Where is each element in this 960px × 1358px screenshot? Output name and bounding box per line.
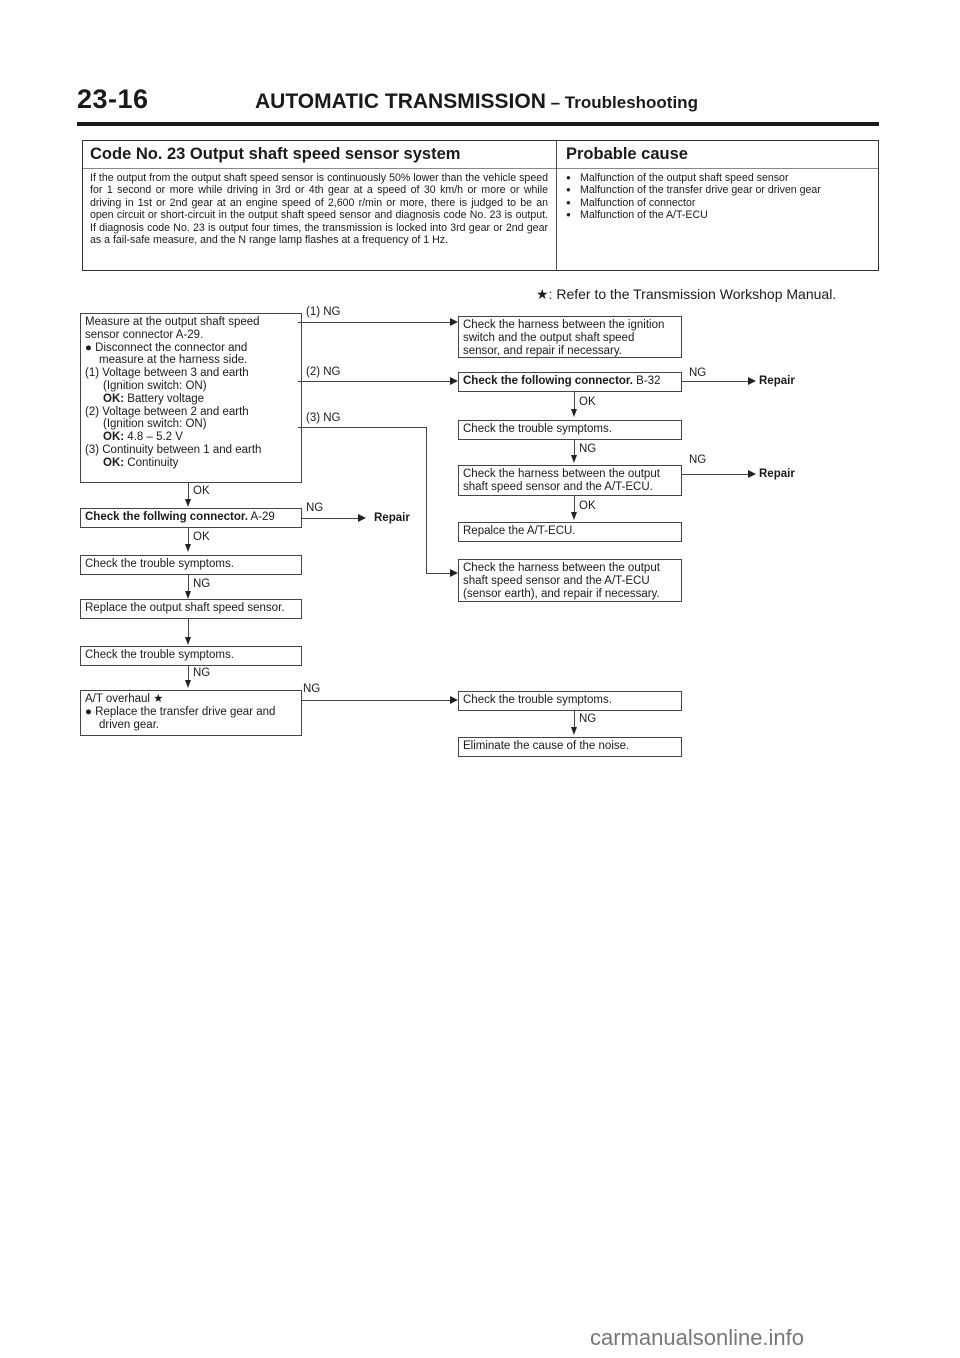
measure-line: (1) Voltage between 3 and earth (85, 367, 249, 380)
box-text: Replace the output shaft speed sensor. (85, 602, 285, 614)
box-line: sensor, and repair if necessary. (463, 344, 622, 357)
measure-line: (2) Voltage between 2 and earth (85, 405, 249, 418)
box-line: ● Replace the transfer drive gear and (85, 705, 276, 718)
arrow-down-icon (571, 727, 577, 735)
cause-item: ● Malfunction of the output shaft speed sensor (566, 172, 821, 184)
box-text: Check the trouble symptoms. (85, 649, 234, 661)
connector-line (302, 700, 450, 701)
ok-value: Battery voltage (127, 392, 205, 405)
ok-label: OK: (103, 431, 125, 444)
ok-label: OK: (103, 456, 125, 469)
measure-ok-line (85, 431, 297, 444)
ng-label: (1) NG (306, 306, 341, 318)
box-text: Check the trouble symptoms. (463, 694, 612, 706)
ng-label: NG (689, 454, 707, 466)
cause-item: ● Malfunction of the transfer drive gear or driven gear (566, 184, 821, 196)
ng-label: NG (689, 367, 707, 379)
box-line: driven gear. (99, 718, 160, 731)
eliminate-noise-box (458, 737, 682, 757)
box-line: Check the harness between the output (463, 468, 660, 480)
measure-line: measure at the harness side. (99, 354, 248, 367)
measure-line: Measure at the output shaft speed (85, 316, 260, 328)
measure-line: (Ignition switch: ON) (103, 379, 207, 392)
page-number: 23-16 (77, 84, 149, 114)
ok-label: OK (579, 396, 596, 408)
arrow-down-icon (185, 499, 191, 507)
connector-line (426, 427, 427, 574)
connector-line (298, 427, 426, 428)
code-table (82, 140, 879, 271)
harness-earth-box (458, 559, 682, 602)
ok-label: OK: (103, 392, 125, 405)
arrow-right-icon (450, 696, 458, 704)
box-text: Check the trouble symptoms. (463, 423, 612, 435)
check-connector-b32-box (458, 372, 682, 392)
box-bold-text: Check the following connector. (463, 375, 633, 387)
repair-label: Repair (759, 468, 795, 480)
connector-line (302, 518, 358, 519)
ng-label: NG (303, 683, 321, 695)
arrow-down-icon (571, 455, 577, 463)
connector-line (426, 573, 450, 574)
measure-ok-line (85, 393, 297, 406)
connector-line (298, 381, 450, 382)
harness-ecu-box (458, 465, 682, 496)
box-line: switch and the output shaft speed (463, 331, 635, 344)
cause-list (566, 172, 821, 222)
ng-label: NG (193, 667, 211, 679)
watermark: carmanualsonline.info (590, 1325, 805, 1350)
replace-ecu-box (458, 522, 682, 542)
repair-label: Repair (374, 512, 410, 524)
arrow-down-icon (185, 544, 191, 552)
connector-line (298, 322, 450, 323)
box-bold-text: Check the follwing connector. (85, 511, 248, 523)
code-title: Code No. 23 Output shaft speed sensor system (90, 145, 461, 163)
ok-label: OK (193, 531, 210, 543)
connector-code: A-29 (250, 511, 275, 523)
measure-line: (Ignition switch: ON) (103, 418, 207, 431)
measure-line: ● Disconnect the connector and (85, 341, 248, 354)
check-trouble-box (458, 691, 682, 711)
repair-label: Repair (759, 375, 795, 387)
arrow-down-icon (571, 409, 577, 417)
arrow-right-icon (748, 470, 756, 478)
ng-label: (2) NG (306, 366, 341, 378)
box-line: Check the harness between the ignition (463, 319, 665, 331)
replace-sensor-box (80, 599, 302, 619)
check-trouble-box (458, 420, 682, 440)
arrow-down-icon (185, 680, 191, 688)
ng-label: NG (579, 443, 597, 455)
section-subtitle: Troubleshooting (564, 93, 698, 112)
cause-item: ● Malfunction of connector (566, 197, 821, 209)
box-line: shaft speed sensor and the A/T-ECU (463, 574, 650, 587)
table-divider (556, 141, 557, 270)
ng-label: NG (306, 502, 324, 514)
arrow-down-icon (185, 591, 191, 599)
workshop-manual-note: ★: Refer to the Transmission Workshop Manual. (536, 286, 837, 302)
box-text: Repalce the A/T-ECU. (463, 525, 576, 537)
connector-line (682, 381, 748, 382)
arrow-right-icon (358, 514, 366, 522)
ok-value: 4.8 – 5.2 V (127, 431, 183, 444)
table-header-rule (83, 168, 878, 169)
ng-label: NG (579, 713, 597, 725)
measure-line: (3) Continuity between 1 and earth (85, 443, 262, 456)
arrow-right-icon (450, 377, 458, 385)
code-description: If the output from the output shaft speed sensor is continuously 50% lower than the vehicle speed for 1 second or more while driving in 3rd or 4th gear at a speed of 30 km/h or more or while driving in 1st or 2nd gear at an engine speed of 2,600 r/min or more, there is judged to be an open circuit or short-circuit in the output shaft speed sensor and diagnosis code No. 23 is output. If diagnosis code No. 23 is output four times, the transmission is locked into 3rd gear or 2nd gear as a fail-safe measure, and the N range lamp flashes at a frequency of 1 Hz. (90, 172, 548, 247)
connector-line (188, 619, 189, 639)
check-trouble-box (80, 555, 302, 575)
measure-line: sensor connector A-29. (85, 328, 204, 341)
arrow-right-icon (748, 377, 756, 385)
box-text: Eliminate the cause of the noise. (463, 740, 630, 752)
section-title (255, 90, 698, 114)
box-line: shaft speed sensor and the A/T-ECU. (463, 480, 653, 493)
section-title-dash: – (545, 93, 565, 112)
check-trouble-box (80, 646, 302, 666)
ok-label: OK (579, 500, 596, 512)
overhaul-box (80, 690, 302, 736)
connector-line (682, 474, 748, 475)
check-connector-a29-box (80, 508, 302, 528)
arrow-right-icon (450, 569, 458, 577)
ng-label: (3) NG (306, 412, 341, 424)
box-line: A/T overhaul ★ (85, 693, 164, 705)
header-rule (77, 122, 879, 126)
ok-label: OK (193, 485, 210, 497)
measure-ok-line (85, 457, 297, 470)
ng-label: NG (193, 578, 211, 590)
cause-item: ● Malfunction of the A/T-ECU (566, 209, 821, 221)
arrow-down-icon (185, 637, 191, 645)
box-text: Check the trouble symptoms. (85, 558, 234, 570)
cause-title: Probable cause (566, 145, 688, 163)
box-line: Check the harness between the output (463, 562, 660, 574)
ok-value: Continuity (127, 456, 179, 469)
section-title-main: AUTOMATIC TRANSMISSION (255, 90, 546, 113)
measure-box (80, 313, 302, 483)
box-line: (sensor earth), and repair if necessary. (463, 587, 660, 600)
harness-ignition-box (458, 316, 682, 358)
connector-code: B-32 (636, 375, 661, 387)
arrow-right-icon (450, 318, 458, 326)
arrow-down-icon (571, 512, 577, 520)
